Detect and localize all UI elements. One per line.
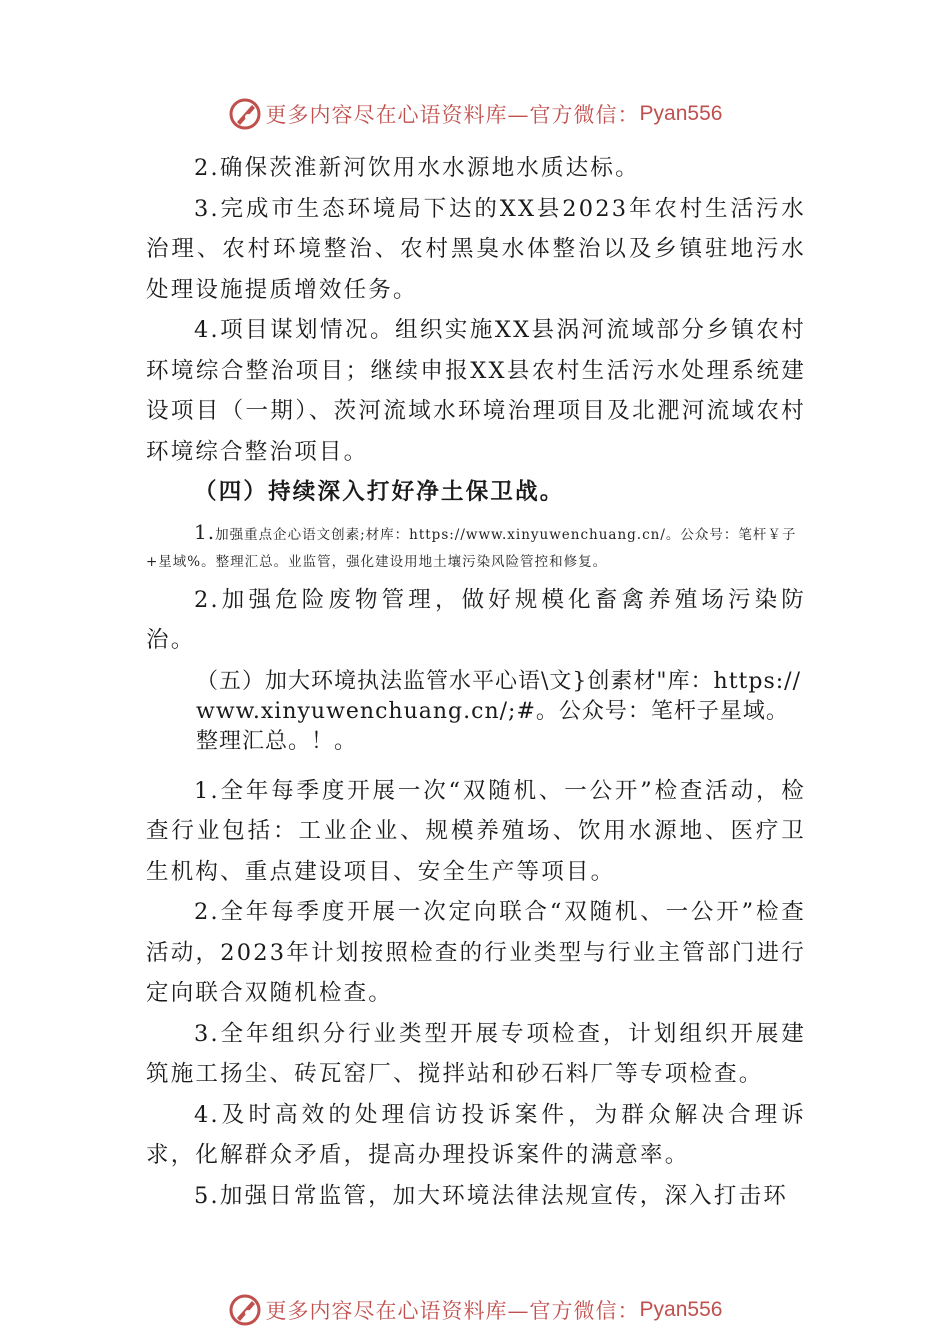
- paragraph: 1.全年每季度开展一次“双随机、一公开”检查活动，检查行业包括：工业企业、规模养殖场、饮用水源地、医疗卫生机构、重点建设项目、安全生产等项目。: [146, 777, 806, 885]
- paragraph: 4.及时高效的处理信访投诉案件，为群众解决合理诉求，化解群众矛盾，提高办理投诉案件的满意率。: [146, 1101, 806, 1168]
- pen-seal-logo-icon: [228, 97, 262, 131]
- watermark-wechat-id: Pyan556: [639, 102, 723, 125]
- pen-seal-logo-icon: [228, 1293, 262, 1327]
- item-number: 1.: [194, 519, 216, 544]
- document-body: [146, 148, 806, 1216]
- paragraph: 2.确保茨淮新河饮用水水源地水质达标。: [194, 155, 640, 181]
- paragraph: 2.加强危险废物管理，做好规模化畜禽养殖场污染防治。: [146, 586, 806, 653]
- watermark-banner-top: [0, 94, 950, 134]
- paragraph: 3.全年组织分行业类型开展专项检查，计划组织开展建筑施工扬尘、砖瓦窑厂、搅拌站和砂石料厂等专项检查。: [146, 1020, 806, 1087]
- watermark-wechat-id: Pyan556: [639, 1298, 723, 1321]
- paragraph: 4.项目谋划情况。组织实施XX县涡河流域部分乡镇农村环境综合整治项目；继续申报XX县农村生活污水处理系统建设项目（一期）、茨河流域水环境治理项目及北淝河流域农村环境综合整治项目。: [146, 317, 806, 465]
- section-heading: （四）持续深入打好净土保卫战。: [194, 479, 565, 505]
- paragraph: 3.完成市生态环境局下达的XX县2023年农村生活污水治理、农村环境整治、农村黑臭水体整治以及乡镇驻地污水处理设施提质增效任务。: [146, 195, 806, 303]
- watermark-banner-bottom: [0, 1290, 950, 1330]
- paragraph: 5.加强日常监管，加大环境法律法规宣传，深入打击环: [194, 1182, 788, 1209]
- watermark-text: 更多内容尽在心语资料库—官方微信：: [265, 1299, 640, 1323]
- section-heading-watermarked: （五）加大环境执法监管水平心语\文}创素材"库：https://www.xinyuwenchuang.cn/;#。公众号：笔杆子星域。整理汇总。！。: [196, 668, 801, 754]
- watermarked-text: 加强重点企心语文创素;材库：https://www.xinyuwenchuang.cn/。公众号：笔杆￥子+星域%。整理汇总。业监管，强化建设用地土壤污染风险管控和修复。: [146, 526, 797, 570]
- watermark-text: 更多内容尽在心语资料库—官方微信：: [265, 103, 640, 127]
- paragraph: 2.全年每季度开展一次定向联合“双随机、一公开”检查活动，2023年计划按照检查的行业类型与行业主管部门进行定向联合双随机检查。: [146, 899, 806, 1006]
- watermarked-paragraph: [146, 519, 806, 576]
